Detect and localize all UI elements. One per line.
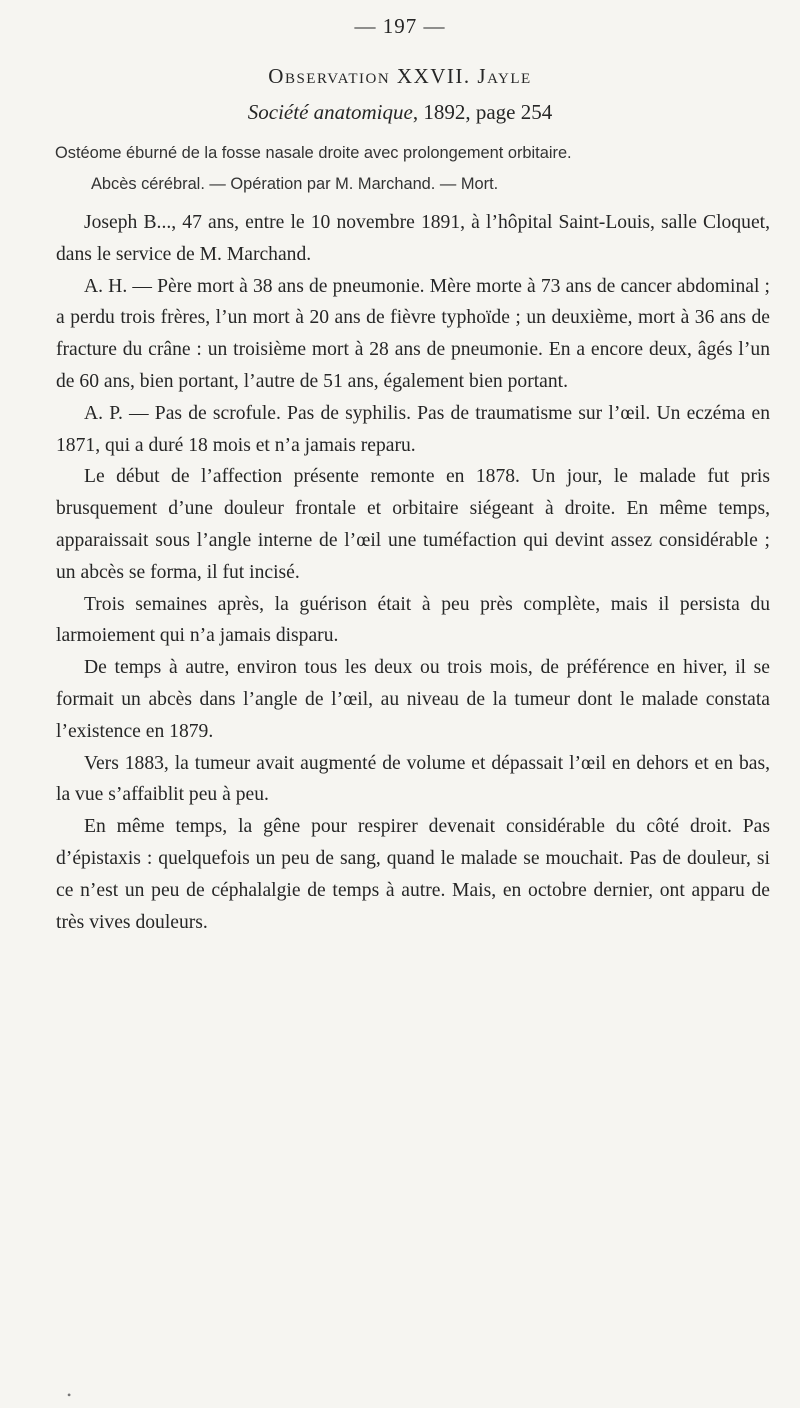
observation-heading: Observation XXVII. Jayle	[268, 64, 532, 88]
page-number: — 197 —	[354, 14, 446, 38]
source-year-page: , 1892, page 254	[412, 100, 553, 124]
source-journal: Société anatomique	[247, 100, 413, 124]
case-summary	[55, 138, 769, 200]
paragraph-onset: Le début de l’affection présente remonte en 1878. Un jour, le malade fut pris brusquement d’une douleur frontale et orbitaire siégeant à droite. En même temps, apparaissait sous l’angle interne de l’œil une tuméfaction qui devint assez considérable ; un abcès se forma, il fut incisé.	[56, 466, 770, 583]
case-body	[56, 207, 770, 938]
summary-line-1: Ostéome éburné de la fosse nasale droite avec prolongement orbitaire.	[55, 144, 572, 162]
paragraph-1883: Vers 1883, la tumeur avait augmenté de volume et dépassait l’œil en dehors et en bas, la vue s’affaiblit peu à peu.	[56, 752, 770, 806]
paragraph-personal-history: A. P. — Pas de scrofule. Pas de syphilis. Pas de traumatisme sur l’œil. Un eczéma en 1871, qui a duré 18 mois et n’a jamais reparu.	[56, 402, 770, 456]
paragraph-family-history: A. H. — Père mort à 38 ans de pneumonie. Mère morte à 73 ans de cancer abdominal ; a perdu trois frères, l’un mort à 20 ans de fièvre typhoïde ; un deuxième, mort à 36 ans de fracture du crâne : un troisième mort à 28 ans de pneumonie. En a encore deux, âgés l’un de 60 ans, bien portant, l’autre de 51 ans, également bien portant.	[56, 275, 770, 392]
summary-line-2: Abcès cérébral. — Opération par M. Marchand. — Mort.	[91, 175, 499, 193]
source-citation	[0, 100, 800, 125]
paragraph-patient: Joseph B..., 47 ans, entre le 10 novembre 1891, à l’hôpital Saint-Louis, salle Cloquet, dans le service de M. Marchand.	[56, 212, 770, 265]
footer-mark: •	[67, 1388, 72, 1402]
paragraph-recurrent-abscess: De temps à autre, environ tous les deux ou trois mois, de préférence en hiver, il se formait un abcès dans l’angle de l’œil, au niveau de la tumeur dont le malade constata l’existence en 1879.	[56, 657, 770, 742]
paragraph-three-weeks: Trois semaines après, la guérison était à peu près complète, mais il persista du larmoiement qui n’a jamais disparu.	[56, 593, 770, 647]
paragraph-breathing: En même temps, la gêne pour respirer devenait considérable du côté droit. Pas d’épistaxis : quelquefois un peu de sang, quand le malade se mouchait. Pas de douleur, si ce n’est un peu de céphalalgie de temps à autre. Mais, en octobre dernier, ont apparu de très vives douleurs.	[56, 816, 770, 933]
